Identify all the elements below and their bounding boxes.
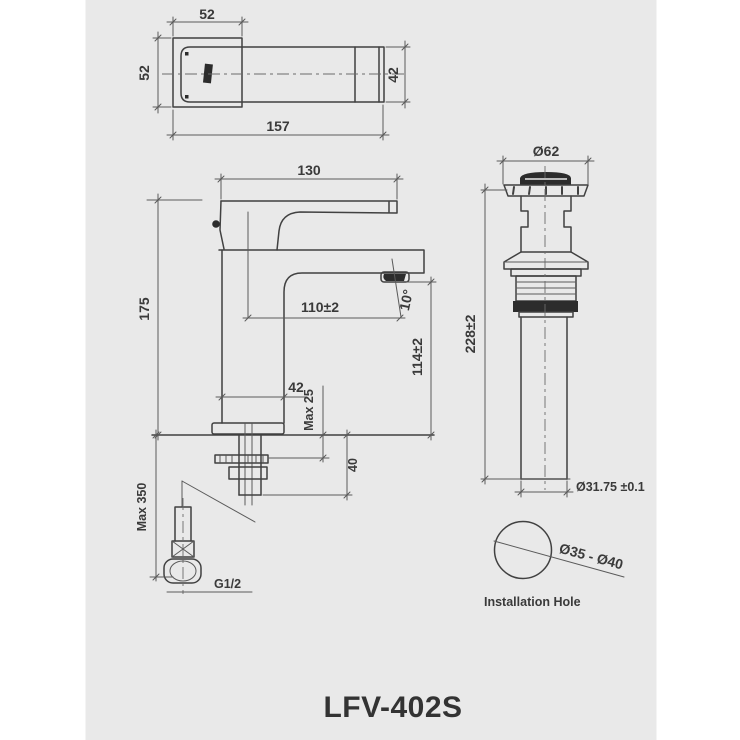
pivot-dot [212, 220, 220, 228]
dim-label-hole-diameter: Ø35 - Ø40 [557, 539, 625, 573]
dim-label-handle-width: 42 [385, 67, 401, 83]
dim-label-spout-angle: 10° [396, 287, 417, 312]
screw-dot [185, 52, 189, 56]
dim-label-total-height: 175 [136, 297, 152, 321]
dim-label-tail-diameter: Ø31.75 ±0.1 [576, 480, 645, 494]
dim-label-total-length: 157 [266, 118, 290, 134]
dim-label-drain-height: 228±2 [462, 314, 478, 354]
dim-label-max-hose: Max 350 [135, 482, 149, 532]
dim-label-max-deck: Max 25 [302, 389, 316, 431]
dim-label-top-width: 52 [199, 6, 215, 22]
dim-label-spout-reach: 110±2 [300, 299, 340, 315]
installation-hole-label: Installation Hole [484, 595, 581, 609]
dim-label-body-width: 42 [288, 379, 304, 395]
dim-label-body-depth: 52 [136, 65, 152, 81]
drawing-panel [86, 0, 657, 740]
dim-label-cap-diameter: Ø62 [532, 143, 560, 159]
dim-label-thread-size: G1/2 [214, 577, 242, 591]
dim-label-shank-length: 40 [346, 458, 360, 472]
drain-rubber-washer [513, 301, 578, 312]
screw-dot [185, 95, 189, 99]
model-title: LFV-402S [323, 691, 463, 724]
dim-label-spout-height: 114±2 [409, 337, 425, 377]
dim-label-handle-length: 130 [297, 162, 321, 178]
